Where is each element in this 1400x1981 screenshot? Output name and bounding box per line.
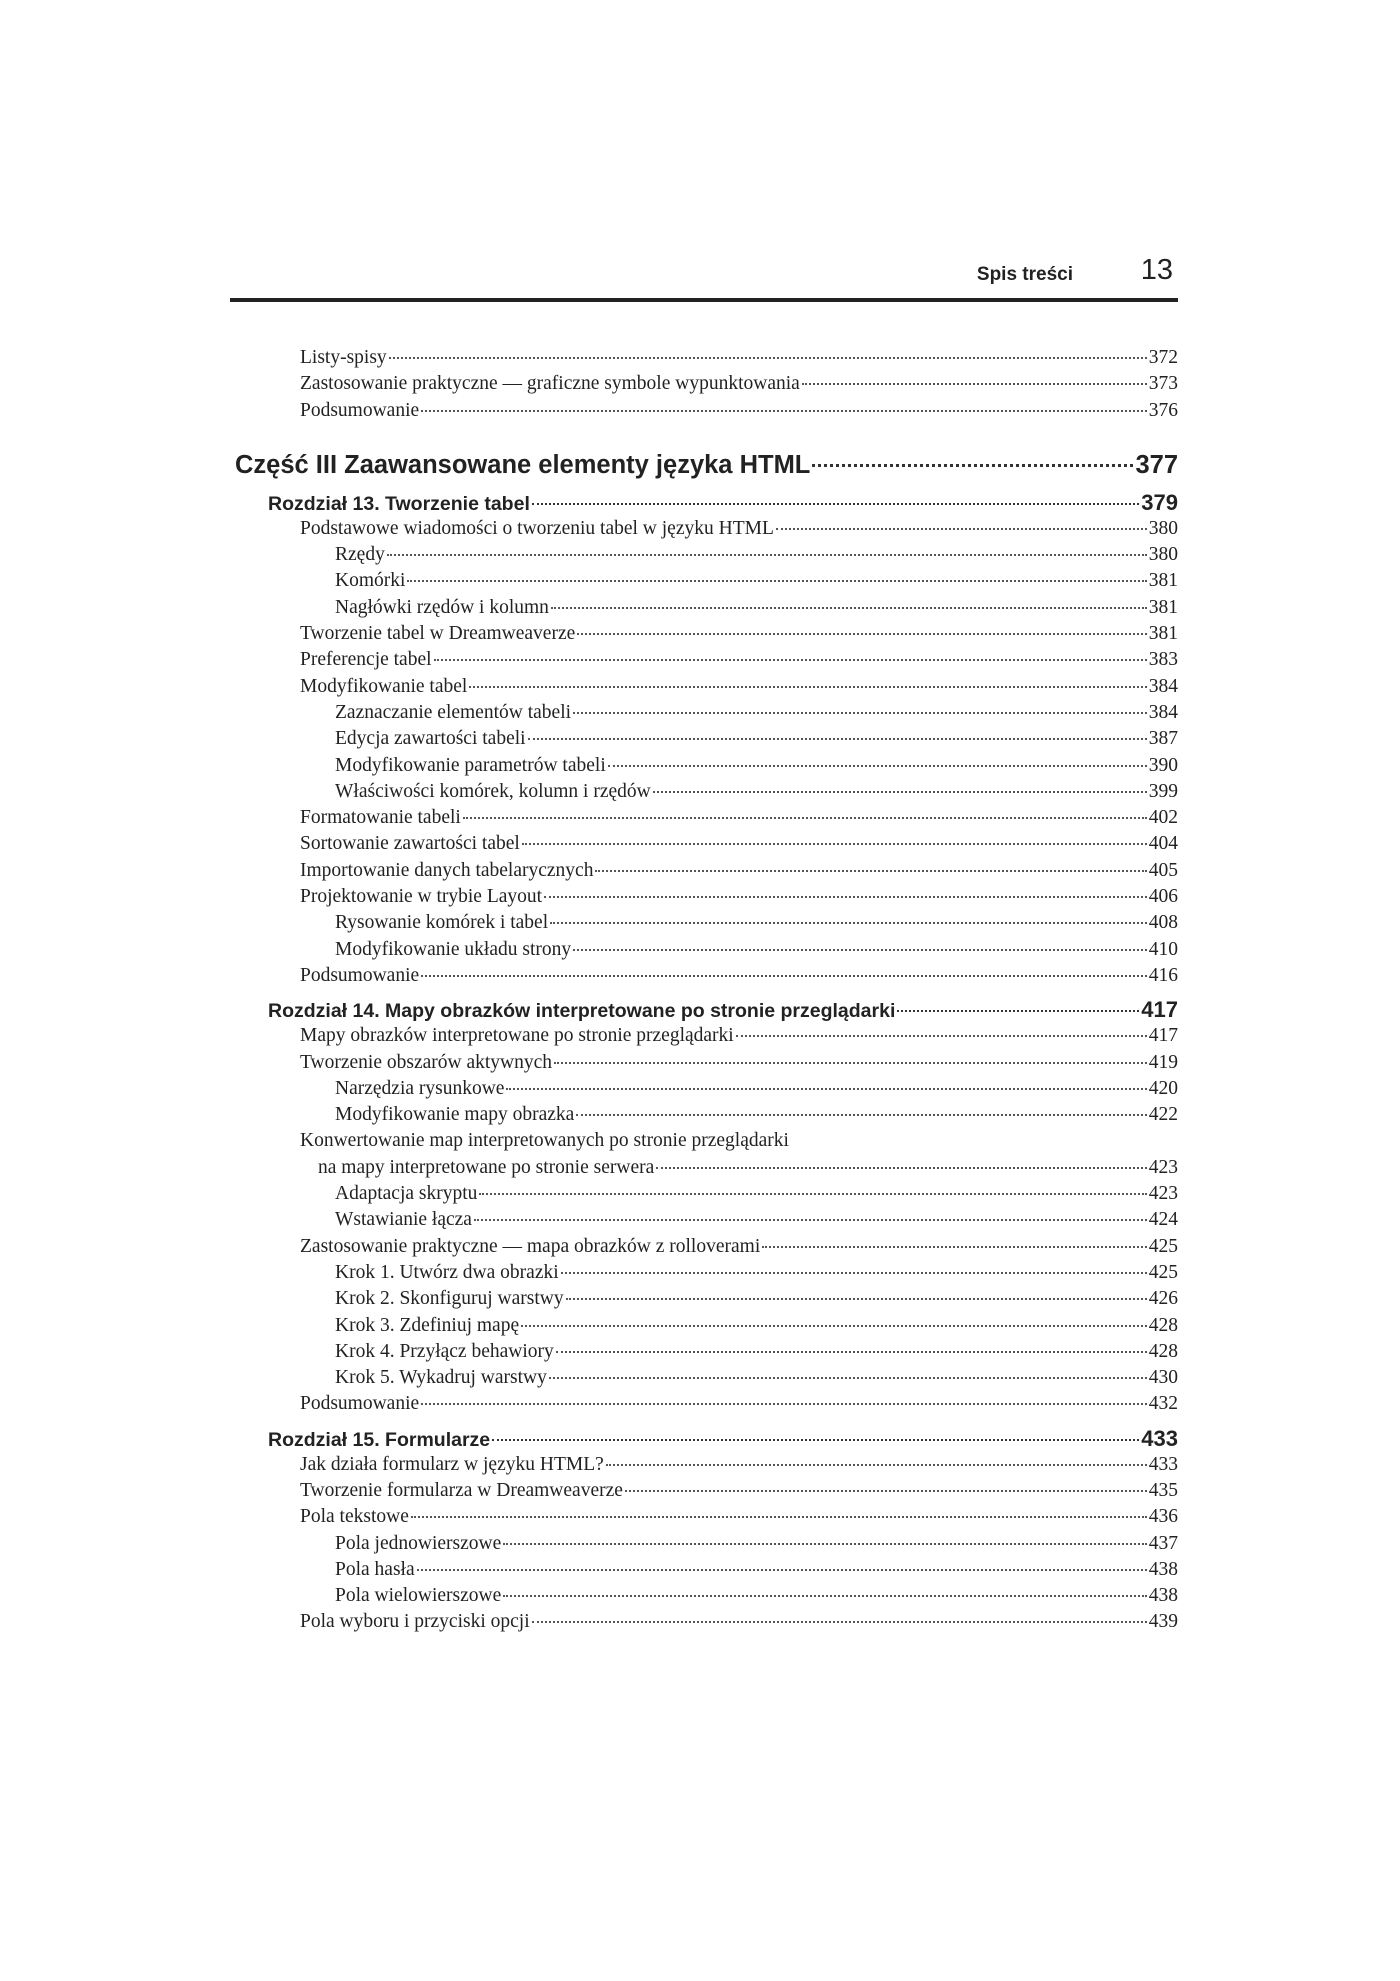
dot-leader: [521, 1325, 1147, 1327]
dot-leader: [897, 1010, 1139, 1012]
toc-entry-label: Pola jednowierszowe: [335, 1532, 502, 1554]
toc-entry-page: 428: [1148, 1340, 1178, 1362]
page-number: 13: [1140, 254, 1173, 286]
dot-leader: [812, 464, 1133, 467]
toc-entry-page: 408: [1148, 912, 1178, 934]
toc-entry-label: Modyfikowanie mapy obrazka: [335, 1104, 575, 1126]
toc-entry: [230, 1050, 1178, 1076]
toc-entry-label: Podsumowanie: [300, 1393, 420, 1415]
toc-entry-page: 399: [1148, 780, 1178, 802]
dot-leader: [608, 765, 1147, 767]
toc-entry-page: 384: [1148, 675, 1178, 697]
dot-leader: [762, 1246, 1147, 1248]
toc-entry-page: 428: [1148, 1314, 1178, 1336]
toc-entry-label: Pola tekstowe: [300, 1506, 409, 1528]
toc-chapter-entry: [230, 997, 1178, 1023]
toc-entry-label: Podsumowanie: [300, 399, 420, 421]
toc-entry: [230, 1128, 1178, 1154]
dot-leader: [407, 580, 1146, 582]
toc-entry-label: Zastosowanie praktyczne — mapa obrazków z rolloverami: [300, 1235, 761, 1257]
toc-entry-page: 430: [1148, 1367, 1178, 1389]
toc-entry-page: 404: [1148, 833, 1178, 855]
toc-entry-label: Rysowanie komórek i tabel: [335, 912, 549, 934]
toc-entry-label: Komórki: [335, 570, 406, 592]
toc-entry-page: 379: [1141, 489, 1178, 515]
toc-entry-label: Projektowanie w trybie Layout: [300, 886, 543, 908]
toc-entry-page: 381: [1148, 623, 1178, 645]
toc-entry: [230, 726, 1178, 752]
dot-leader: [522, 843, 1147, 845]
toc-entry: [230, 595, 1178, 621]
toc-entry: [230, 674, 1178, 700]
running-header: [230, 254, 1178, 302]
dot-leader: [595, 870, 1146, 872]
toc-entry-page: 416: [1148, 964, 1178, 986]
toc-entry-page: 406: [1148, 886, 1178, 908]
toc-entry-label: Jak działa formularz w języku HTML?: [300, 1453, 604, 1475]
toc-entry: [230, 371, 1178, 397]
toc-entry-label: Nagłówki rzędów i kolumn: [335, 596, 549, 618]
toc-entry-label: Krok 5. Wykadruj warstwy: [335, 1367, 547, 1389]
toc-entry-label: Preferencje tabel: [300, 649, 432, 671]
toc-entry: [230, 1478, 1178, 1504]
toc-entry-label: Modyfikowanie układu strony: [335, 938, 572, 960]
dot-leader: [577, 633, 1146, 635]
toc-entry-label: Wstawianie łącza: [335, 1209, 472, 1231]
dot-leader: [550, 922, 1147, 924]
toc-entry-label: Konwertowanie map interpretowanych po stronie przeglądarki: [300, 1130, 789, 1152]
dot-leader: [434, 659, 1147, 661]
toc-entry: [230, 1391, 1178, 1417]
dot-leader: [506, 1088, 1146, 1090]
toc-entry-label: Krok 4. Przyłącz behawiory: [335, 1340, 554, 1362]
toc-entry-page: 376: [1148, 399, 1178, 421]
toc-entry-label: Właściwości komórek, kolumn i rzędów: [335, 780, 651, 802]
toc-entry-label: Pola wielowierszowe: [335, 1585, 502, 1607]
toc-entry: [230, 1365, 1178, 1391]
toc-entry-label: Pola wyboru i przyciski opcji: [300, 1611, 530, 1633]
toc-chapter-entry: [230, 1426, 1178, 1452]
toc-part-entry: [230, 448, 1178, 482]
toc-entry-label: Narzędzia rysunkowe: [335, 1077, 505, 1099]
toc-entry: [230, 753, 1178, 779]
toc-entry-label: Rozdział 15. Formularze: [268, 1428, 491, 1451]
dot-leader: [421, 1403, 1147, 1405]
toc-entry: [230, 1023, 1178, 1049]
toc-entry-label: Formatowanie tabeli: [300, 807, 461, 829]
toc-entry: [230, 858, 1178, 884]
toc-entry-page: 410: [1148, 938, 1178, 960]
toc-entry: [230, 1583, 1178, 1609]
toc-entry-label: Rozdział 14. Mapy obrazków interpretowane po stronie przeglądarki: [268, 1000, 896, 1023]
toc-entry-page: 436: [1148, 1506, 1178, 1528]
toc-entry: [230, 542, 1178, 568]
toc-entry-label: Część III Zaawansowane elementy języka HTML: [235, 450, 811, 479]
toc-entry-page: 438: [1148, 1558, 1178, 1580]
header-title: Spis treści: [976, 264, 1073, 285]
toc-entry-page: 422: [1148, 1104, 1178, 1126]
toc-entry: [230, 1260, 1178, 1286]
toc-entry: [230, 1076, 1178, 1102]
toc-entry: [230, 568, 1178, 594]
toc-entry-label: Adaptacja skryptu: [335, 1183, 478, 1205]
toc-entry-page: 435: [1148, 1479, 1178, 1501]
toc-entry: [230, 700, 1178, 726]
dot-leader: [474, 1219, 1147, 1221]
toc-entry-page: 387: [1148, 728, 1178, 750]
toc-entry-page: 381: [1148, 596, 1178, 618]
toc-entry: [230, 1102, 1178, 1128]
toc-entry: [230, 1339, 1178, 1365]
toc-entry-page: 380: [1148, 517, 1178, 539]
toc-entry-label: Podstawowe wiadomości o tworzeniu tabel w języku HTML: [300, 517, 774, 539]
dot-leader: [561, 1272, 1147, 1274]
dot-leader: [417, 1569, 1147, 1571]
dot-leader: [492, 1439, 1139, 1441]
dot-leader: [479, 1193, 1146, 1195]
toc-entry-label: Importowanie danych tabelarycznych: [300, 859, 594, 881]
toc-entry: [230, 647, 1178, 673]
toc-entry-label: Rozdział 13. Tworzenie tabel: [268, 492, 530, 515]
toc-entry: [230, 621, 1178, 647]
toc-entry: [230, 963, 1178, 989]
toc-entry-page: 377: [1135, 450, 1178, 479]
toc-entry: [230, 831, 1178, 857]
toc-entry-label: Modyfikowanie tabel: [300, 675, 468, 697]
dot-leader: [411, 1516, 1147, 1518]
dot-leader: [503, 1595, 1147, 1597]
toc-entry: [230, 1181, 1178, 1207]
dot-leader: [556, 1351, 1147, 1353]
dot-leader: [469, 686, 1146, 688]
toc-entry-label: Tworzenie formularza w Dreamweaverze: [300, 1479, 623, 1501]
dot-leader: [421, 410, 1147, 412]
toc-entry-label: Modyfikowanie parametrów tabeli: [335, 754, 606, 776]
toc-entry-label: Pola hasła: [335, 1558, 415, 1580]
toc-entry-label: Mapy obrazków interpretowane po stronie przeglądarki: [300, 1025, 734, 1047]
toc-entry-page: 424: [1148, 1209, 1178, 1231]
toc-entry-page: 433: [1148, 1453, 1178, 1475]
toc-entry-label: Sortowanie zawartości tabel: [300, 833, 520, 855]
dot-leader: [389, 357, 1147, 359]
toc-entry-page: 439: [1148, 1611, 1178, 1633]
toc-entry: [230, 1286, 1178, 1312]
toc-entry-page: 420: [1148, 1077, 1178, 1099]
dot-leader: [573, 712, 1147, 714]
toc-entry-page: 423: [1148, 1183, 1178, 1205]
dot-leader: [625, 1490, 1147, 1492]
dot-leader: [576, 1114, 1146, 1116]
toc-entry-page: 433: [1141, 1425, 1178, 1451]
toc-entry: [230, 398, 1178, 424]
toc-entry-page: 426: [1148, 1288, 1178, 1310]
dot-leader: [554, 1062, 1147, 1064]
toc-entry-label: Krok 1. Utwórz dwa obrazki: [335, 1261, 559, 1283]
toc-entry: [230, 1609, 1178, 1635]
toc-entry: [230, 1452, 1178, 1478]
toc-entry: [230, 1207, 1178, 1233]
dot-leader: [387, 554, 1147, 556]
dot-leader: [551, 607, 1147, 609]
toc-entry-label: Edycja zawartości tabeli: [335, 728, 526, 750]
toc-entry-page: 405: [1148, 859, 1178, 881]
toc-entry-page: 425: [1148, 1261, 1178, 1283]
toc-entry-page: 372: [1148, 347, 1178, 368]
dot-leader: [532, 503, 1139, 505]
toc-entry-label: Rzędy: [335, 544, 385, 566]
toc-entry-page: 417: [1141, 997, 1178, 1023]
toc-entry-page: 417: [1148, 1025, 1178, 1047]
toc-entry-page: 425: [1148, 1235, 1178, 1257]
toc-entry-label: Listy-spisy: [300, 347, 387, 368]
dot-leader: [573, 949, 1147, 951]
toc-entry-page: 373: [1148, 373, 1178, 395]
toc-entry-label: na mapy interpretowane po stronie serwera: [318, 1156, 655, 1178]
toc-entry-page: 380: [1148, 544, 1178, 566]
toc-entry: [230, 937, 1178, 963]
dot-leader: [606, 1464, 1147, 1466]
dot-leader: [421, 975, 1147, 977]
toc-entry-label: Krok 2. Skonfiguruj warstwy: [335, 1288, 564, 1310]
toc-entry-page: 438: [1148, 1585, 1178, 1607]
toc-entry-page: 419: [1148, 1051, 1178, 1073]
toc-entry: [230, 345, 1178, 371]
dot-leader: [503, 1543, 1147, 1545]
dot-leader: [532, 1621, 1147, 1623]
toc-entry-page: 383: [1148, 649, 1178, 671]
dot-leader: [802, 383, 1147, 385]
toc-entry-page: 402: [1148, 807, 1178, 829]
dot-leader: [736, 1035, 1147, 1037]
toc-entry-label: Krok 3. Zdefiniuj mapę: [335, 1314, 520, 1336]
table-of-contents: [230, 345, 1178, 1636]
toc-chapter-entry: [230, 490, 1178, 516]
dot-leader: [463, 817, 1147, 819]
toc-entry: [230, 779, 1178, 805]
toc-entry-page: 384: [1148, 701, 1178, 723]
dot-leader: [656, 1167, 1147, 1169]
toc-entry: [230, 805, 1178, 831]
toc-entry-label: Zaznaczanie elementów tabeli: [335, 701, 572, 723]
toc-entry-page: 381: [1148, 570, 1178, 592]
dot-leader: [566, 1298, 1147, 1300]
toc-entry-page: 423: [1148, 1156, 1178, 1178]
toc-entry: [230, 884, 1178, 910]
toc-entry: [230, 1531, 1178, 1557]
toc-entry: [230, 1504, 1178, 1530]
toc-entry-page: 432: [1148, 1393, 1178, 1415]
toc-entry-label: Tworzenie obszarów aktywnych: [300, 1051, 553, 1073]
dot-leader: [549, 1377, 1147, 1379]
dot-leader: [653, 791, 1147, 793]
toc-entry: [230, 1155, 1178, 1181]
dot-leader: [528, 738, 1147, 740]
toc-entry-page: 437: [1148, 1532, 1178, 1554]
toc-entry: [230, 1557, 1178, 1583]
toc-entry-page: 390: [1148, 754, 1178, 776]
toc-entry-label: Tworzenie tabel w Dreamweaverze: [300, 623, 576, 645]
toc-entry-label: Podsumowanie: [300, 964, 420, 986]
toc-entry: [230, 1234, 1178, 1260]
dot-leader: [776, 528, 1147, 530]
toc-entry-label: Zastosowanie praktyczne — graficzne symbole wypunktowania: [300, 373, 800, 395]
dot-leader: [544, 896, 1147, 898]
toc-entry: [230, 1313, 1178, 1339]
toc-entry: [230, 516, 1178, 542]
toc-entry: [230, 910, 1178, 936]
